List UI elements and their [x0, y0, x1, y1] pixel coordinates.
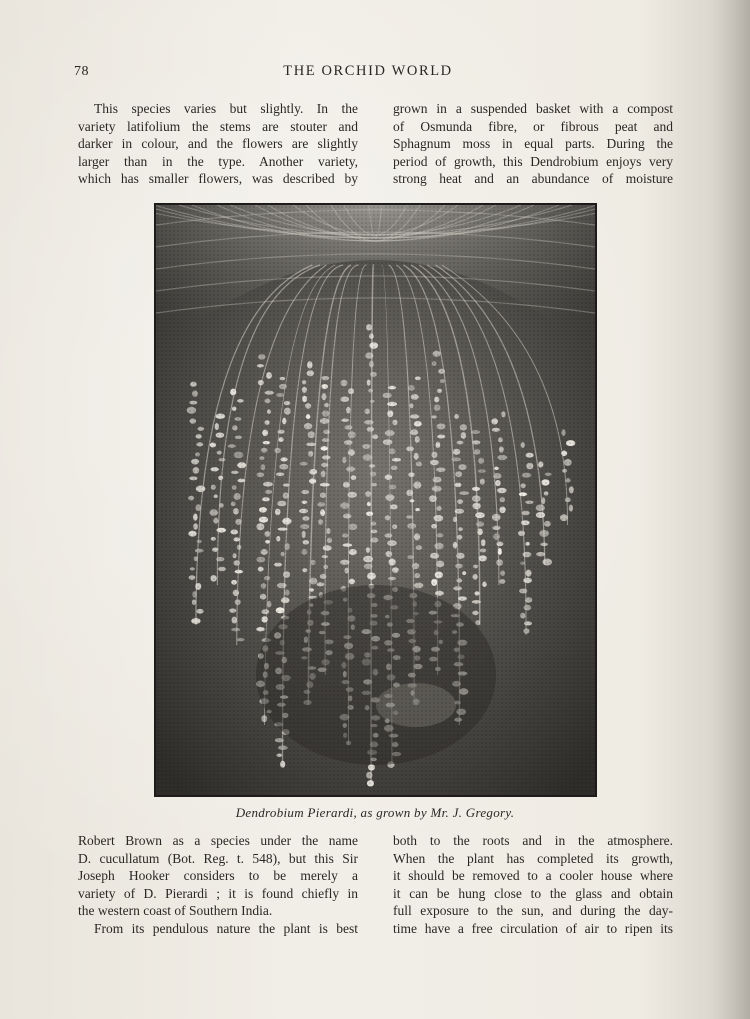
paragraph [78, 832, 358, 920]
text-line: the western coast of Southern India. [78, 903, 273, 919]
text-line: both to the roots and in the atmosphere. [393, 833, 673, 848]
orchid-photograph [154, 203, 597, 797]
text-column-top-left [78, 100, 358, 188]
text-line: When the plant has completed its growth, [393, 850, 673, 866]
text-line: grown in a suspended basket with a compost [393, 101, 673, 116]
text-line: darker in colour, and the flowers are slightly [78, 136, 358, 152]
text-column-bottom-right [393, 832, 673, 938]
paragraph [78, 920, 358, 938]
paragraph [78, 100, 358, 188]
text-line: D. cucullatum (Bot. Reg. t. 548), but this Sir [78, 850, 358, 866]
text-line: Sphagnum moss in equal parts. During the [393, 136, 673, 152]
text-column-bottom-left [78, 832, 358, 938]
text-line: This species varies but slightly. In the [94, 101, 358, 116]
text-line: variety of D. Pierardi ; it is found chiefly in [78, 885, 358, 901]
page-edge-shadow [710, 0, 750, 1019]
text-line: it can be hung close to the glass and obtain [393, 885, 673, 901]
text-line: variety latifolium the stems are stouter and [78, 118, 358, 134]
paragraph [393, 100, 673, 188]
running-title: THE ORCHID WORLD [283, 63, 453, 79]
text-line: it should be removed to a cooler house where [393, 868, 673, 884]
text-line: larger than in the type. Another variety, [78, 153, 358, 169]
text-line: strong heat and an abundance of moisture [393, 171, 673, 187]
text-line: From its pendulous nature the plant is best [94, 920, 358, 936]
text-column-top-right [393, 100, 673, 188]
text-line: period of growth, this Dendrobium enjoys very [393, 153, 673, 169]
text-line: full exposure to the sun, and during the day- [393, 903, 673, 919]
page-number: 78 [74, 64, 89, 79]
text-line: Joseph Hooker considers to be merely a [78, 868, 358, 884]
paragraph [393, 832, 673, 938]
text-line: which has smaller flowers, was described by [78, 171, 358, 187]
photograph-illustration [156, 205, 595, 795]
text-line: time have a free circulation of air to ripen its [393, 920, 673, 936]
text-line: Robert Brown as a species under the name [78, 833, 358, 848]
text-line: of Osmunda fibre, or fibrous peat and [393, 118, 673, 134]
figure-caption: Dendrobium Pierardi, as grown by Mr. J. Gregory. [235, 805, 515, 820]
